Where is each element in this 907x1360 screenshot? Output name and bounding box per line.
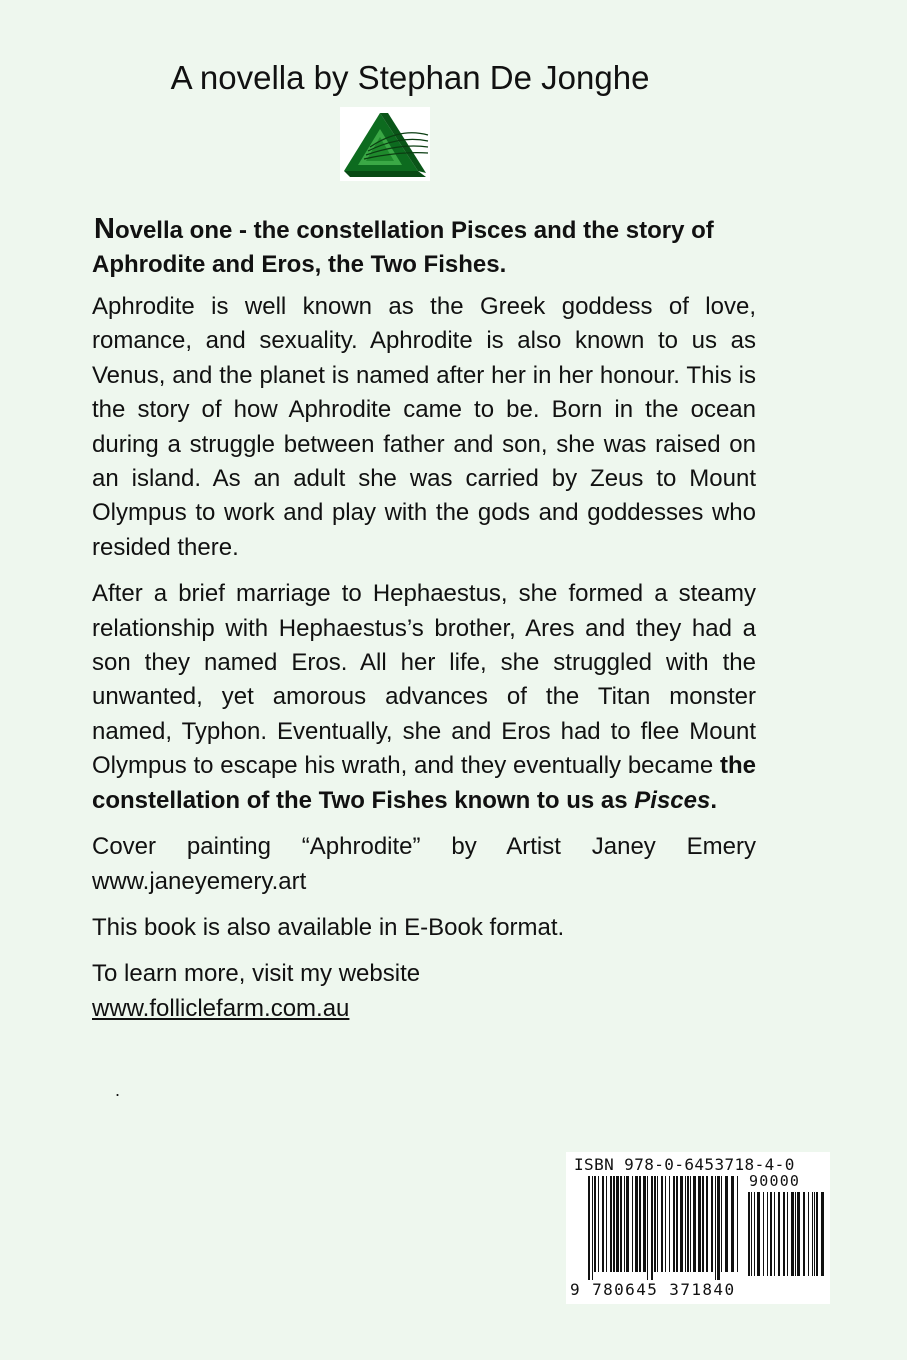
synopsis-paragraph-1: Aphrodite is well known as the Greek goddess of love, romance, and sexuality. Aphrodite is also known to us as Venus, and the planet is named after her in her honour. This is the story of how Aphrodite came to be. Born in the ocean during a struggle between father and son, she was raised on an island. As an adult she was carried by Zeus to Mount Olympus to work and play with the gods and goddesses who resided there. [92,293,756,561]
cover-credit: Cover painting “Aphrodite” by Artist Janey Emery www.janeyemery.art [92,833,756,895]
learn-more-text: To learn more, visit my website [92,960,421,988]
ean-digits: 9 780645 371840 [570,1280,736,1299]
intro-text: ovella one - the constellation Pisces and the story of Aphrodite and Eros, the Two Fishes. [92,217,714,278]
intro-heading [92,212,756,282]
ebook-note: This book is also available in E-Book format. [92,913,565,941]
stray-dot: . [115,1080,121,1100]
learn-more [92,957,756,1026]
addon-code: 90000 [749,1172,801,1190]
publisher-triangle-logo-icon [340,107,430,181]
para2-end: . [710,786,718,814]
publisher-logo [340,107,430,181]
back-cover-text [92,212,756,1026]
para2-plain: After a brief marriage to Hephaestus, she formed a steamy relationship with Hephaestus’s brother, Ares and they had a son they named Eros. All her life, she struggled with the unwanted, yet amorous advances of the Titan monster named, Typhon. Eventually, she and Eros had to flee Mount Olympus to escape his wrath, and they eventually became [92,580,756,780]
author-byline: A novella by Stephan De Jonghe [170,59,650,96]
para2-italic: Pisces [634,786,711,814]
intro-dropcap: N [94,213,115,245]
para2-bold: the constellation of the Two Fishes known to us as [92,752,756,814]
synopsis-paragraph-2 [92,577,756,818]
website-link[interactable]: www.folliclefarm.com.au [92,994,350,1022]
isbn-label: ISBN 978-0-6453718-4-0 [574,1155,795,1174]
isbn-barcode [566,1152,830,1304]
